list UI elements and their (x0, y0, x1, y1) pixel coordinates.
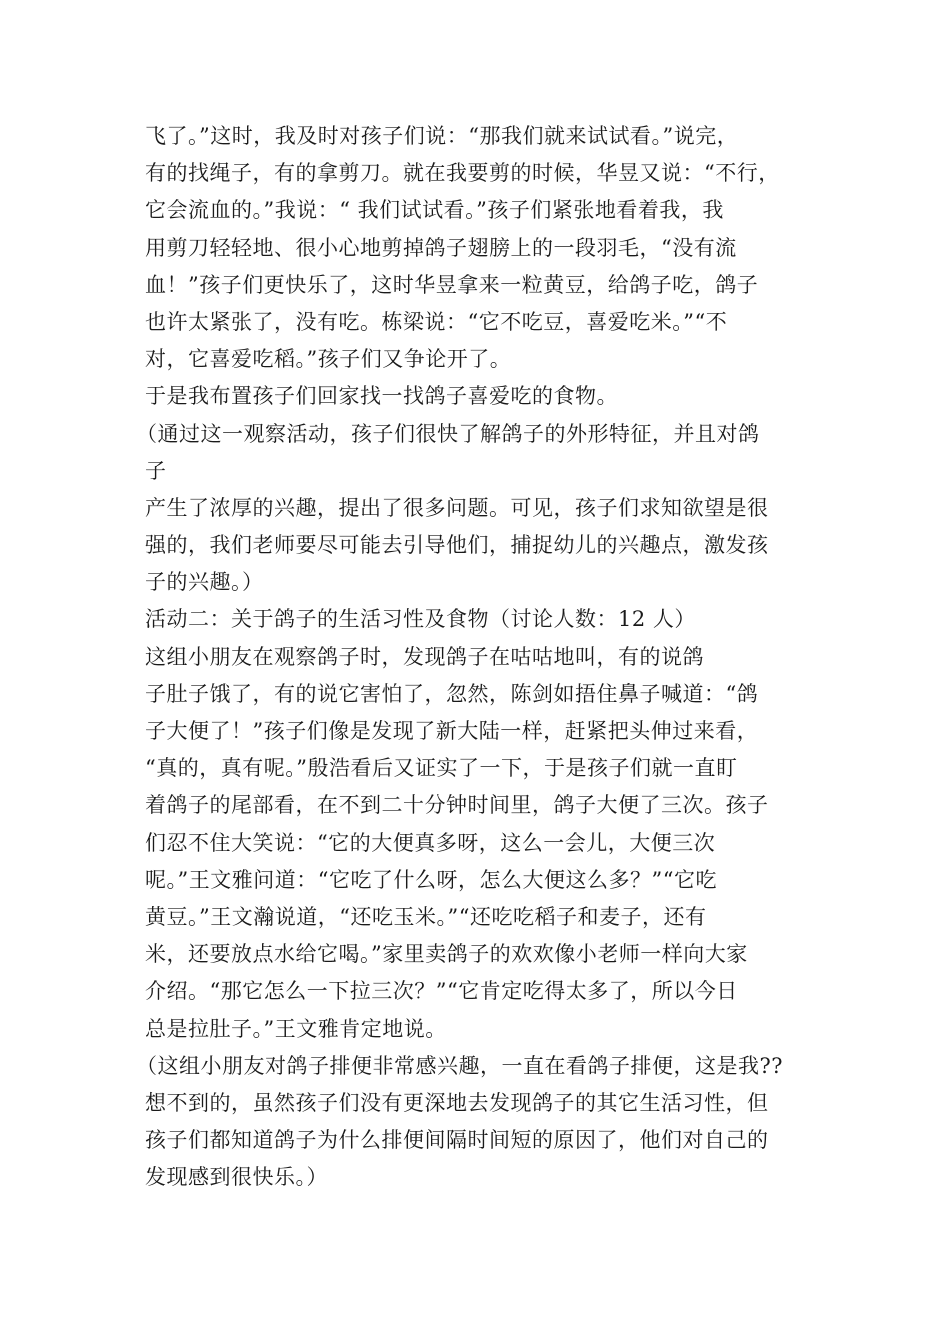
text-line: 呢。”王文雅问道：“它吃了什么呀，怎么大便这么多？”“它吃 (145, 867, 717, 892)
text-line: 也许太紧张了，没有吃。栋梁说：“它不吃豆，喜爱吃米。”“不 (145, 309, 728, 334)
text-line: 总是拉肚子。”王文雅肯定地说。 (145, 1016, 447, 1041)
text-line: 发现感到很快乐。） (145, 1165, 328, 1190)
text-line: 飞了。”这时，我及时对孩子们说：“那我们就来试试看。”说完， (145, 124, 739, 148)
text-line: 米，还要放点水给它喝。”家里卖鸽子的欢欢像小老师一样向大家 (145, 942, 748, 967)
text-line: 它会流血的。”我说：“ 我们试试看。”孩子们紧张地看着我，我 (145, 198, 724, 223)
text-line: 用剪刀轻轻地、很小心地剪掉鸽子翅膀上的一段羽毛，“没有流 (145, 235, 737, 260)
text-line: 想不到的，虽然孩子们没有更深地去发现鸽子的其它生活习性，但 (145, 1090, 769, 1115)
section-heading: 活动二：关于鸽子的生活习性及食物（讨论人数：12 人） (145, 607, 696, 632)
text-line: 们忍不住大笑说：“它的大便真多呀，这么一会儿，大便三次 (145, 830, 716, 855)
text-line: 孩子们都知道鸽子为什么排便间隔时间短的原因了，他们对自己的 (145, 1128, 769, 1153)
text-line: 子 (145, 458, 167, 483)
text-line: 介绍。“那它怎么一下拉三次？”“它肯定吃得太多了，所以今日 (145, 979, 738, 1004)
text-line: “真的，真有呢。”殷浩看后又证实了一下，于是孩子们就一直盯 (145, 756, 738, 781)
text-line: 着鸽子的尾部看，在不到二十分钟时间里，鸽子大便了三次。孩子 (145, 793, 769, 818)
text-line: 于是我布置孩子们回家找一找鸽子喜爱吃的食物。 (145, 384, 618, 409)
text-line: （通过这一观察活动，孩子们很快了解鸽子的外形特征，并且对鸽 (136, 421, 760, 446)
text-line: 黄豆。”王文瀚说道，“还吃玉米。”“还吃吃稻子和麦子，还有 (145, 904, 707, 929)
text-line: （这组小朋友对鸽子排便非常感兴趣，一直在看鸽子排便，这是我?? (136, 1053, 784, 1078)
text-line: 有的找绳子，有的拿剪刀。就在我要剪的时候，华昱又说：“不行， (145, 161, 780, 186)
text-line: 产生了浓厚的兴趣，提出了很多问题。可见，孩子们求知欲望是很 (145, 495, 769, 520)
text-line: 血！”孩子们更快乐了，这时华昱拿来一粒黄豆，给鸽子吃，鸽子 (145, 272, 759, 297)
text-line: 子的兴趣。） (145, 570, 264, 595)
text-line: 子大便了！”孩子们像是发现了新大陆一样，赶紧把头伸过来看， (145, 719, 759, 743)
text-line: 这组小朋友在观察鸽子时，发现鸽子在咕咕地叫，有的说鸽 (145, 644, 704, 669)
text-line: 强的，我们老师要尽可能去引导他们，捕捉幼儿的兴趣点，激发孩 (145, 533, 769, 558)
text-line: 对，它喜爱吃稻。”孩子们又争论开了。 (145, 347, 512, 372)
text-line: 子肚子饿了，有的说它害怕了，忽然，陈剑如捂住鼻子喊道：“鸽 (145, 681, 759, 706)
document-body (136, 118, 825, 1196)
